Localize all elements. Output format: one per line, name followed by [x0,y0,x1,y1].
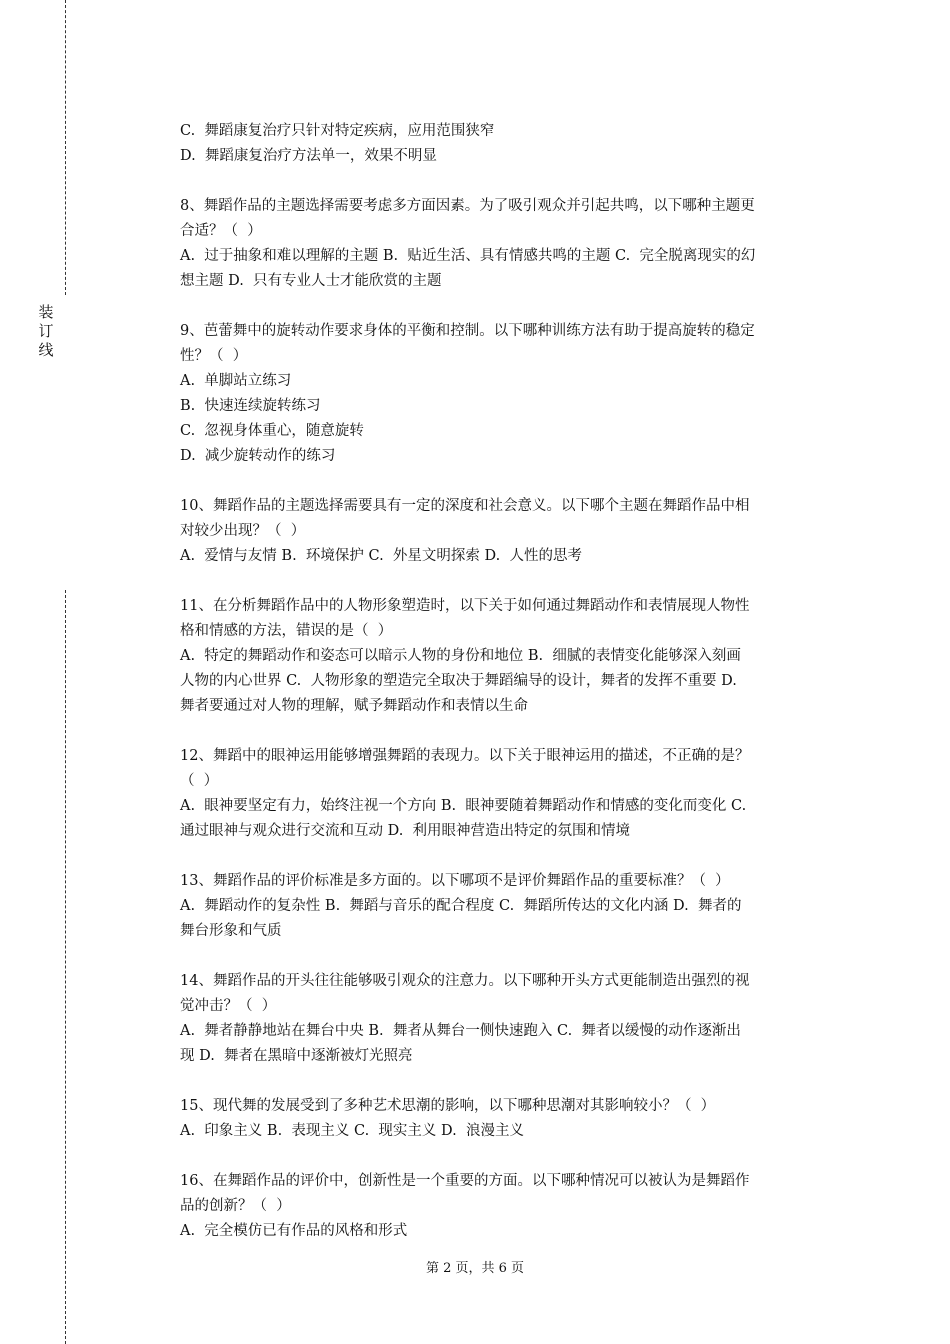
question-line: 13、舞蹈作品的评价标准是多方面的。以下哪项不是评价舞蹈作品的重要标准？（ ） [180,873,730,889]
question-line: 人物的内心世界 C. 人物形象的塑造完全取决于舞蹈编导的设计，舞者的发挥不重要 D. [180,673,737,689]
question-q10 [180,494,840,569]
question-line: 觉冲击？（ ） [180,998,277,1014]
question-line: 8、舞蹈作品的主题选择需要考虑多方面因素。为了吸引观众并引起共鸣，以下哪种主题更 [180,198,755,214]
binding-line-bottom [65,590,66,1344]
question-line: C. 忽视身体重心，随意旋转 [180,423,364,439]
question-line: 想主题 D. 只有专业人士才能欣赏的主题 [180,273,442,289]
question-line: 合适？（ ） [180,223,262,239]
question-q7-tail [180,119,840,169]
question-line: 9、芭蕾舞中的旋转动作要求身体的平衡和控制。以下哪种训练方法有助于提高旋转的稳定 [180,323,755,339]
binding-char: 线 [38,341,54,359]
question-line: A. 单脚站立练习 [180,373,292,389]
question-line: 11、在分析舞蹈作品中的人物形象塑造时，以下关于如何通过舞蹈动作和表情展现人物性 [180,598,750,614]
question-line: B. 快速连续旋转练习 [180,398,321,414]
question-line: A. 完全模仿已有作品的风格和形式 [180,1223,408,1239]
question-q11 [180,594,840,719]
question-line: 14、舞蹈作品的开头往往能够吸引观众的注意力。以下哪种开头方式更能制造出强烈的视 [180,973,750,989]
question-line: 10、舞蹈作品的主题选择需要具有一定的深度和社会意义。以下哪个主题在舞蹈作品中相 [180,498,750,514]
question-line: 舞台形象和气质 [180,923,282,939]
question-line: 16、在舞蹈作品的评价中，创新性是一个重要的方面。以下哪种情况可以被认为是舞蹈作 [180,1173,750,1189]
question-line: A. 眼神要坚定有力，始终注视一个方向 B. 眼神要随着舞蹈动作和情感的变化而变化 C. [180,798,747,814]
question-line: A. 舞者静静地站在舞台中央 B. 舞者从舞台一侧快速跑入 C. 舞者以缓慢的动作逐渐出 [180,1023,741,1039]
question-line: A. 舞蹈动作的复杂性 B. 舞蹈与音乐的配合程度 C. 舞蹈所传达的文化内涵 D. 舞者的 [180,898,742,914]
binding-label [37,303,55,360]
question-line: A. 爱情与友情 B. 环境保护 C. 外星文明探索 D. 人性的思考 [180,548,582,564]
question-line: A. 过于抽象和难以理解的主题 B. 贴近生活、具有情感共鸣的主题 C. 完全脱离现实的幻 [180,248,756,264]
question-line: D. 舞蹈康复治疗方法单一，效果不明显 [180,148,437,164]
question-line: 15、现代舞的发展受到了多种艺术思潮的影响，以下哪种思潮对其影响较小？（ ） [180,1098,716,1114]
page-footer: 第 2 页，共 6 页 [425,1261,525,1276]
question-line: 通过眼神与观众进行交流和互动 D. 利用眼神营造出特定的氛围和情境 [180,823,631,839]
question-q16 [180,1169,840,1244]
question-line: 格和情感的方法，错误的是（ ） [180,623,393,639]
question-content [180,119,840,1269]
question-q15 [180,1094,840,1144]
binding-line-top [65,0,66,295]
question-line: 性？（ ） [180,348,248,364]
question-line: C. 舞蹈康复治疗只针对特定疾病，应用范围狭窄 [180,123,495,139]
question-q12 [180,744,840,844]
question-q14 [180,969,840,1069]
question-line: D. 减少旋转动作的练习 [180,448,336,464]
question-line: A. 印象主义 B. 表现主义 C. 现实主义 D. 浪漫主义 [180,1123,524,1139]
question-line: 12、舞蹈中的眼神运用能够增强舞蹈的表现力。以下关于眼神运用的描述，不正确的是？ [180,748,750,764]
question-q13 [180,869,840,944]
question-line: 品的创新？（ ） [180,1198,291,1214]
question-line: （ ） [180,773,219,789]
question-q8 [180,194,840,294]
binding-char: 装 [38,303,54,321]
question-q9 [180,319,840,469]
binding-char: 订 [38,322,54,340]
question-line: 现 D. 舞者在黑暗中逐渐被灯光照亮 [180,1048,413,1064]
question-line: A. 特定的舞蹈动作和姿态可以暗示人物的身份和地位 B. 细腻的表情变化能够深入刻画 [180,648,741,664]
question-line: 舞者要通过对人物的理解，赋予舞蹈动作和表情以生命 [180,698,528,714]
question-line: 对较少出现？（ ） [180,523,306,539]
